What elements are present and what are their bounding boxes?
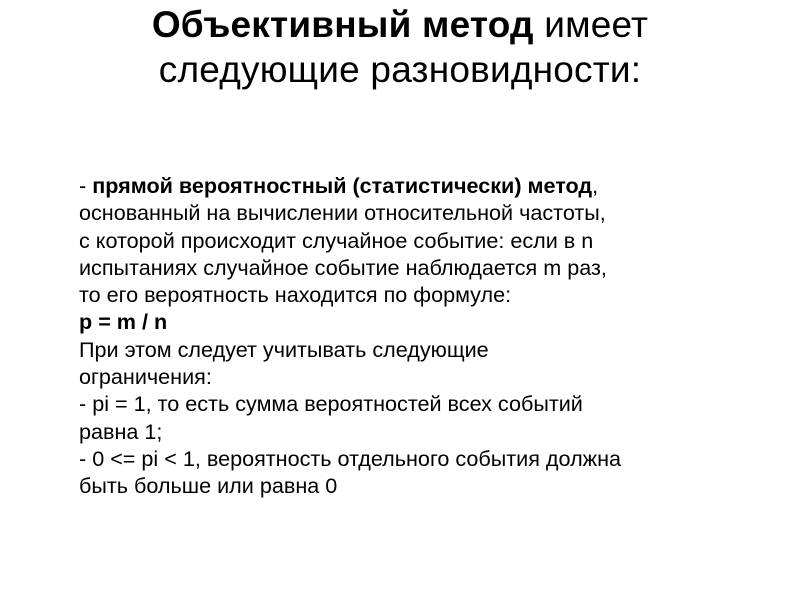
body-line-1-suffix: , — [592, 173, 599, 198]
body-line-9: - pi = 1, то есть сумма вероятностей всех событий — [79, 391, 583, 417]
body-line-7: При этом следует учитывать следующие — [79, 336, 489, 362]
body-line-3: с которой происходит случайное событие: если в n — [79, 227, 594, 253]
probability-formula: p = m / n — [79, 309, 168, 335]
body-line-11: - 0 <= pi < 1, вероятность отдельного события должна — [79, 445, 622, 471]
title-line-1-rest: имеет — [533, 4, 649, 45]
slide-title — [40, 2, 760, 92]
slide-body — [79, 172, 779, 500]
body-line-2: основанный на вычислении относительной частоты, — [79, 200, 606, 226]
body-line-12: быть больше или равна 0 — [79, 473, 338, 499]
title-bold-term: Объективный метод — [151, 4, 534, 45]
body-line-1-prefix: - — [79, 173, 93, 198]
body-line-5: то его вероятность находится по формуле: — [79, 282, 512, 308]
title-line-2: следующие разновидности: — [158, 49, 642, 90]
body-line-4: испытаниях случайное событие наблюдается m раз, — [79, 254, 607, 280]
method-name: прямой вероятностный (статистически) метод — [92, 173, 593, 198]
title-line-1 — [40, 2, 760, 47]
body-line-8: ограничения: — [79, 364, 212, 390]
body-line-10: равна 1; — [79, 418, 163, 444]
body-line-1 — [79, 172, 779, 199]
